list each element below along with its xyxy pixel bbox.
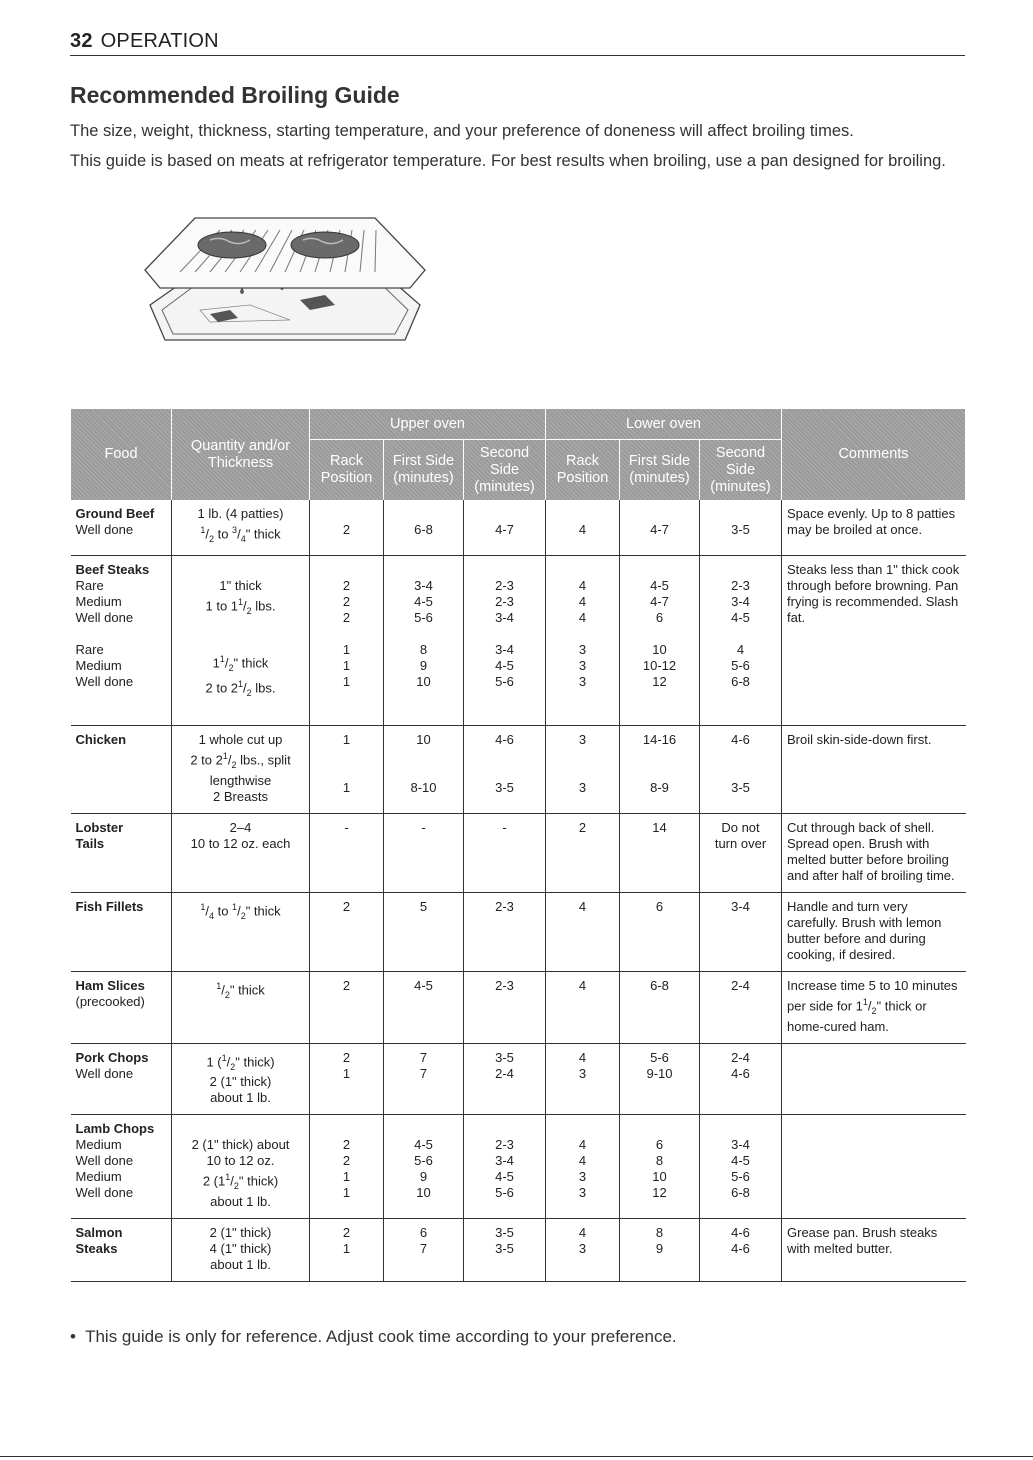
table-row (71, 500, 966, 555)
cell-upper-first: 6 7 (384, 1219, 464, 1282)
cell-qty: 2–4 10 to 12 oz. each (172, 813, 310, 892)
table-body (71, 500, 966, 1282)
cell-lower-rack: 4 (546, 971, 620, 1043)
cell-qty: $^1/_2$" thick (172, 971, 310, 1043)
cell-lower-first: 6-8 (620, 971, 700, 1043)
cell-upper-first: 7 7 (384, 1043, 464, 1115)
cell-upper-first: - (384, 813, 464, 892)
cell-lower-rack: 4 4 3 3 (546, 1115, 620, 1219)
cell-upper-rack: 2 (310, 971, 384, 1043)
cell-upper-rack: 2 (310, 500, 384, 555)
page-title: Recommended Broiling Guide (70, 82, 400, 108)
cell-qty: 2 (1" thick) about 10 to 12 oz. 2 ($1^1/_2$" thick) about 1 lb. (172, 1115, 310, 1219)
cell-lower-rack: 2 (546, 813, 620, 892)
cell-upper-second: - (464, 813, 546, 892)
broiling-guide-table (70, 409, 966, 1282)
cell-upper-second: 2-3 3-4 4-5 5-6 (464, 1115, 546, 1219)
col-food: Food (71, 409, 172, 500)
cell-upper-rack: 2 (310, 892, 384, 971)
cell-upper-rack: 2 2 1 1 (310, 1115, 384, 1219)
page-header (70, 30, 965, 56)
cell-lower-second: 2-3 3-4 4-5 4 5-6 6-8 (700, 555, 782, 725)
cell-lower-first: 6 (620, 892, 700, 971)
cell-comment (782, 1043, 966, 1115)
cell-comment: Steaks less than 1" thick cook through before browning. Pan frying is recommended. Slash fat. (782, 555, 966, 725)
cell-upper-second: 2-3 (464, 892, 546, 971)
cell-upper-second: 3-5 3-5 (464, 1219, 546, 1282)
cell-food: Lobster Tails (71, 813, 172, 892)
cell-lower-first: 14 (620, 813, 700, 892)
cell-lower-first: 4-7 (620, 500, 700, 555)
cell-food: Salmon Steaks (71, 1219, 172, 1282)
col-upper-first: First Side (minutes) (384, 440, 464, 501)
cell-qty: 1 whole cut up 2 to $2^1/_2$ lbs., split lengthwise 2 Breasts (172, 725, 310, 813)
cell-upper-second: 2-3 (464, 971, 546, 1043)
col-lower-rack: Rack Position (546, 440, 620, 501)
cell-lower-second: 4-6 3-5 (700, 725, 782, 813)
table-row (71, 1219, 966, 1282)
cell-upper-first: 4-5 (384, 971, 464, 1043)
cell-comment: Space evenly. Up to 8 patties may be broiled at once. (782, 500, 966, 555)
cell-lower-rack: 4 (546, 892, 620, 971)
cell-lower-second: 2-4 4-6 (700, 1043, 782, 1115)
cell-upper-rack: 2 1 (310, 1043, 384, 1115)
cell-lower-rack: 3 3 (546, 725, 620, 813)
cell-comment: Broil skin-side-down first. (782, 725, 966, 813)
intro-text (70, 120, 965, 180)
intro-paragraph-2: This guide is based on meats at refrigerator temperature. For best results when broiling, use a pan designed for broiling. (70, 152, 946, 170)
cell-upper-second: 2-3 2-3 3-4 3-4 4-5 5-6 (464, 555, 546, 725)
bottom-rule (0, 1456, 1033, 1457)
cell-lower-second: Do not turn over (700, 813, 782, 892)
col-quantity: Quantity and/or Thickness (172, 409, 310, 500)
cell-qty: 1" thick 1 to $1^1/_2$ lbs. $1^1/_2$" thick 2 to $2^1/_2$ lbs. (172, 555, 310, 725)
col-lower-first: First Side (minutes) (620, 440, 700, 501)
cell-qty: 1 lb. (4 patties) $^1/_2$ to $^3/_4$" thick (172, 500, 310, 555)
reference-note: • This guide is only for reference. Adjust cook time according to your preference. (70, 1327, 677, 1346)
table-row (71, 1043, 966, 1115)
cell-food: Pork Chops Well done (71, 1043, 172, 1115)
cell-comment (782, 1115, 966, 1219)
col-upper-rack: Rack Position (310, 440, 384, 501)
table-row (71, 892, 966, 971)
cell-upper-first: 5 (384, 892, 464, 971)
cell-food: Fish Fillets (71, 892, 172, 971)
cell-upper-second: 3-5 2-4 (464, 1043, 546, 1115)
section-name: OPERATION (100, 30, 219, 52)
cell-food: Ground Beef Well done (71, 500, 172, 555)
col-comments: Comments (782, 409, 966, 500)
cell-lower-rack: 4 3 (546, 1043, 620, 1115)
cell-lower-rack: 4 4 4 3 3 3 (546, 555, 620, 725)
cell-lower-second: 3-5 (700, 500, 782, 555)
cell-food: Ham Slices (precooked) (71, 971, 172, 1043)
cell-upper-second: 4-6 3-5 (464, 725, 546, 813)
col-lower-oven: Lower oven (546, 409, 782, 440)
cell-upper-rack: 2 1 (310, 1219, 384, 1282)
table-row (71, 971, 966, 1043)
col-upper-oven: Upper oven (310, 409, 546, 440)
cell-lower-second: 4-6 4-6 (700, 1219, 782, 1282)
page-number: 32 (70, 30, 93, 52)
table-row (71, 555, 966, 725)
col-upper-second: Second Side (minutes) (464, 440, 546, 501)
reference-note-text: This guide is only for reference. Adjust cook time according to your preference. (85, 1327, 677, 1346)
cell-lower-first: 4-5 4-7 6 10 10-12 12 (620, 555, 700, 725)
col-lower-second: Second Side (minutes) (700, 440, 782, 501)
cell-lower-rack: 4 (546, 500, 620, 555)
intro-paragraph-1: The size, weight, thickness, starting temperature, and your preference of doneness will affect broiling times. (70, 122, 854, 140)
table-row (71, 813, 966, 892)
broiler-pan-illustration (140, 210, 430, 350)
cell-lower-rack: 4 3 (546, 1219, 620, 1282)
cell-food: Beef Steaks Rare Medium Well done Rare Medium Well done (71, 555, 172, 725)
cell-upper-first: 3-4 4-5 5-6 8 9 10 (384, 555, 464, 725)
cell-food: Lamb Chops Medium Well done Medium Well done (71, 1115, 172, 1219)
cell-comment: Handle and turn very carefully. Brush with lemon butter before and during cooking, if desired. (782, 892, 966, 971)
cell-lower-first: 14-16 8-9 (620, 725, 700, 813)
cell-comment: Grease pan. Brush steaks with melted butter. (782, 1219, 966, 1282)
cell-upper-rack: 1 1 (310, 725, 384, 813)
cell-upper-rack: 2 2 2 1 1 1 (310, 555, 384, 725)
cell-qty: 2 (1" thick) 4 (1" thick) about 1 lb. (172, 1219, 310, 1282)
cell-qty: 1 ($^1/_2$" thick) 2 (1" thick) about 1 lb. (172, 1043, 310, 1115)
cell-comment: Cut through back of shell. Spread open. Brush with melted butter before broiling and after half of broiling time. (782, 813, 966, 892)
cell-food: Chicken (71, 725, 172, 813)
cell-upper-second: 4-7 (464, 500, 546, 555)
cell-upper-first: 10 8-10 (384, 725, 464, 813)
cell-lower-first: 6 8 10 12 (620, 1115, 700, 1219)
cell-lower-second: 3-4 (700, 892, 782, 971)
cell-lower-second: 2-4 (700, 971, 782, 1043)
cell-upper-rack: - (310, 813, 384, 892)
cell-comment: Increase time 5 to 10 minutes per side for $1^1/_2$" thick or home-cured ham. (782, 971, 966, 1043)
cell-lower-second: 3-4 4-5 5-6 6-8 (700, 1115, 782, 1219)
cell-qty: $^1/_4$ to $^1/_2$" thick (172, 892, 310, 971)
table-row (71, 1115, 966, 1219)
cell-upper-first: 6-8 (384, 500, 464, 555)
cell-upper-first: 4-5 5-6 9 10 (384, 1115, 464, 1219)
cell-lower-first: 5-6 9-10 (620, 1043, 700, 1115)
table-row (71, 725, 966, 813)
cell-lower-first: 8 9 (620, 1219, 700, 1282)
